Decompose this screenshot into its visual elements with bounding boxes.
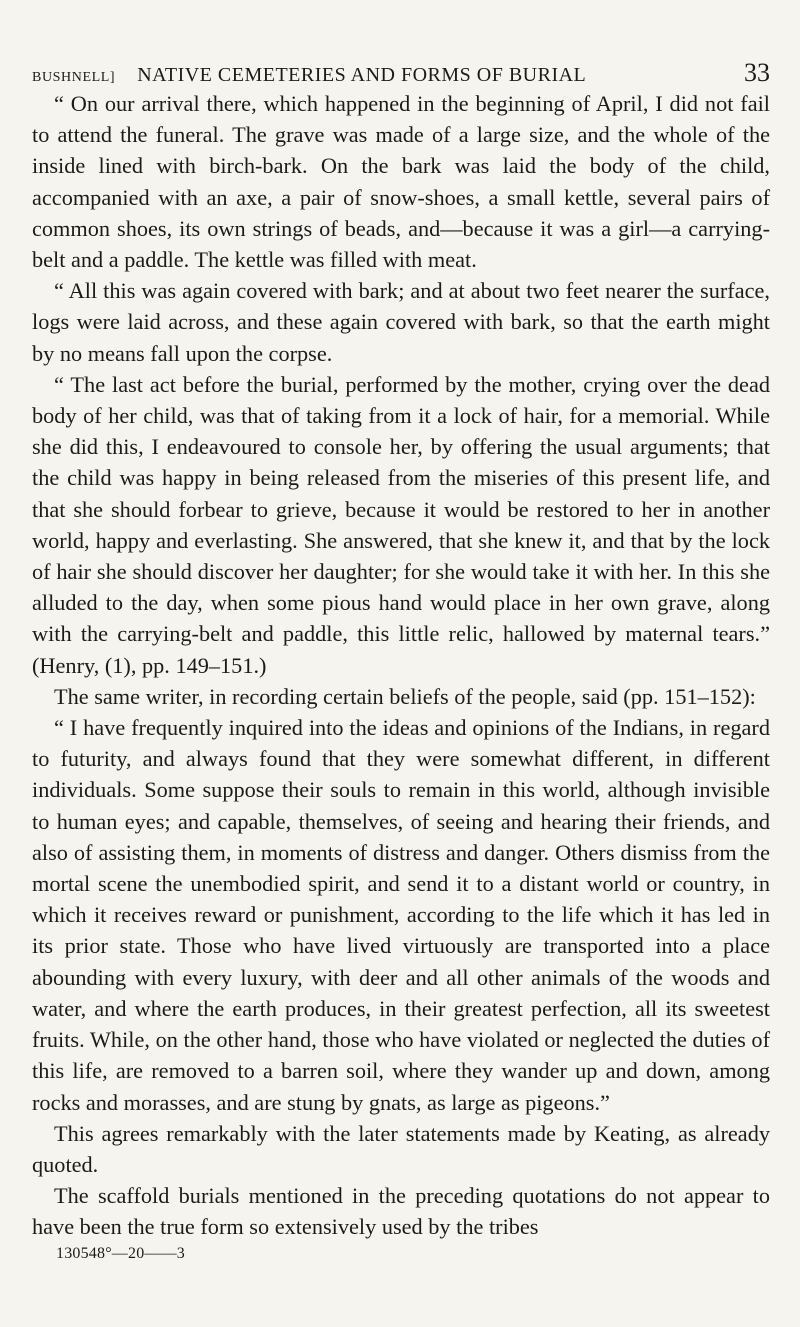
paragraph-bark-covering: “ All this was again covered with bark; and at about two feet nearer the surface, logs were laid across, and these again covered with bark, so that the earth might by no means fall upon the corpse.: [32, 278, 770, 366]
page-body: [32, 88, 770, 1243]
signature-mark: 130548°—20——3: [56, 1244, 185, 1262]
paragraph-futurity-beliefs: “ I have frequently inquired into the ideas and opinions of the Indians, in regard to futurity, and always found that they were somewhat different, in different individuals. Some suppose their souls to remain in this world, although invisible to human eyes; and capable, themselves, of seeing and hearing their friends, and also of assisting them, in moments of distress and danger. Others dismiss from the mortal scene the unembodied spirit, and send it to a distant world or country, in which it receives reward or punishment, according to the life which it has led in its prior state. Those who have lived virtuously are transported into a place abounding with every luxury, with deer and all other animals of the woods and water, and where the earth produces, in their greatest perfection, all its sweetest fruits. While, on the other hand, those who have violated or neglected the duties of this life, are removed to a barren soil, where they wander up and down, among rocks and morasses, and are stung by gnats, as large as pigeons.”: [32, 715, 770, 1115]
paragraph-keating: This agrees remarkably with the later statements made by Keating, as already quoted.: [32, 1120, 770, 1177]
header-author: BUSHNELL]: [32, 70, 116, 85]
running-header: [32, 58, 770, 88]
paragraph-same-writer: The same writer, in recording certain beliefs of the people, said (pp. 151–152):: [54, 683, 756, 709]
page-number: 33: [744, 58, 770, 87]
paragraph-lock-of-hair: “ The last act before the burial, performed by the mother, crying over the dead body of her child, was that of taking from it a lock of hair, for a memorial. While she did this, I endeavoured to console her, by offering the usual arguments; that the child was happy in being released from the miseries of this present life, and that she should forbear to grieve, because it would be restored to her in another world, happy and everlasting. She answered, that she knew it, and that by the lock of hair she should discover her daughter; for she would take it with her. In this she alluded to the day, when some pious hand would place in her own grave, along with the carrying-belt and paddle, this little relic, hallowed by maternal tears.” (Henry, (1), pp. 149–151.): [32, 371, 770, 678]
paragraph-funeral: “ On our arrival there, which happened in the beginning of April, I did not fail to attend the funeral. The grave was made of a large size, and the whole of the inside lined with birch-bark. On the bark was laid the body of the child, accompanied with an axe, a pair of snow-shoes, a small kettle, several pairs of common shoes, its own strings of beads, and—because it was a girl—a carrying-belt and a paddle. The kettle was filled with meat.: [32, 91, 770, 273]
paragraph-scaffold-burials: The scaffold burials mentioned in the preceding quotations do not appear to have been the true form so extensively used by the tribes: [32, 1183, 770, 1240]
header-title: NATIVE CEMETERIES AND FORMS OF BURIAL: [137, 64, 587, 86]
book-page: [32, 58, 770, 1263]
